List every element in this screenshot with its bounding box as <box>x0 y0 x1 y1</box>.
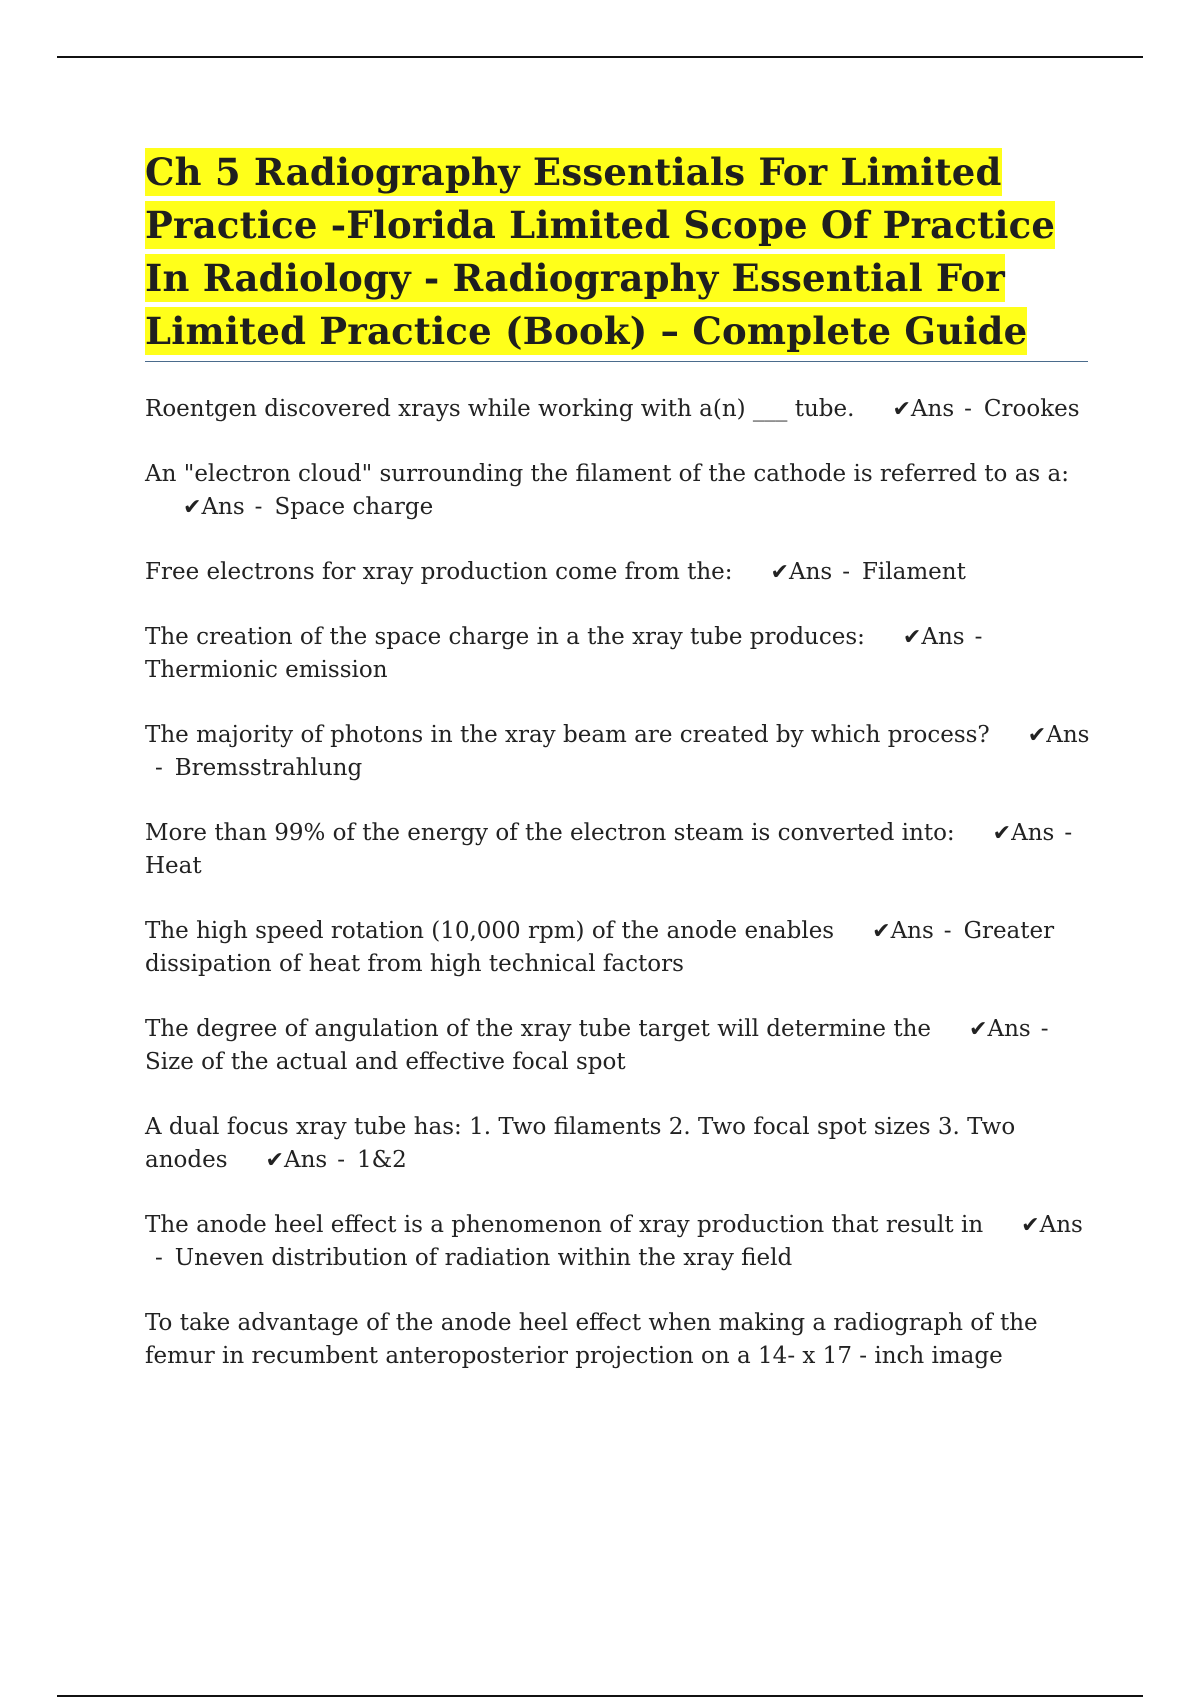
checkmark-icon: ✔ <box>969 1017 988 1042</box>
answer-label: Ans <box>890 918 934 944</box>
answer-label: Ans <box>987 1016 1031 1042</box>
question-text: The high speed rotation (10,000 rpm) of the anode enables <box>145 918 835 944</box>
qa-item <box>145 458 1090 524</box>
answer-text: Filament <box>861 559 966 585</box>
answer-text: Uneven distribution of radiation within the xray field <box>174 1245 793 1271</box>
answer-text: Greater dissipation of heat from high technical factors <box>145 918 1055 977</box>
answer-text: 1&2 <box>356 1147 407 1173</box>
question-text: Roentgen discovered xrays while working with a(n) ___ tube. <box>145 396 855 422</box>
answer-separator: - <box>1040 1016 1049 1042</box>
answer-text: Crookes <box>983 396 1080 422</box>
qa-item <box>145 719 1090 785</box>
answer-separator: - <box>943 918 952 944</box>
answer-separator: - <box>155 755 163 781</box>
answer-text: Size of the actual and effective focal spot <box>145 1049 626 1075</box>
checkmark-icon: ✔ <box>1021 1213 1040 1238</box>
checkmark-icon: ✔ <box>992 821 1012 846</box>
answer-label: Ans <box>1011 820 1055 846</box>
qa-item <box>145 817 1090 883</box>
question-text: An "electron cloud" surrounding the filament of the cathode is referred to as a: <box>145 461 1069 487</box>
answer-label: Ans <box>788 559 833 585</box>
answer-label: Ans <box>921 624 965 650</box>
page-top-rule <box>57 56 1143 58</box>
checkmark-icon: ✔ <box>265 1148 284 1173</box>
question-text: More than 99% of the energy of the electron steam is converted into: <box>145 820 955 846</box>
qa-item <box>145 1209 1090 1275</box>
question-text: Free electrons for xray production come from the: <box>145 559 733 585</box>
question-text: A dual focus xray tube has: 1. Two filaments 2. Two focal spot sizes 3. Two anodes <box>145 1114 1016 1173</box>
document-title-text: Ch 5 Radiography Essentials For Limited Practice -Florida Limited Scope Of Practice In Radiology - Radiography Essential For Limited Practice (Book) – Complete Guide <box>145 150 1056 353</box>
qa-item <box>145 621 1090 687</box>
answer-text: Space charge <box>274 494 434 520</box>
document-title-block <box>145 146 1090 358</box>
checkmark-icon: ✔ <box>770 560 789 585</box>
answer-text: Heat <box>145 853 202 879</box>
qa-item <box>145 556 1090 589</box>
question-text: The degree of angulation of the xray tube target will determine the <box>145 1016 932 1042</box>
qa-list <box>145 393 1090 1405</box>
question-text: The majority of photons in the xray beam are created by which process? <box>145 722 990 748</box>
checkmark-icon: ✔ <box>892 397 911 422</box>
answer-text: Bremsstrahlung <box>174 755 363 781</box>
answer-label: Ans <box>201 494 245 520</box>
document-title <box>145 146 1090 358</box>
qa-item <box>145 1111 1090 1177</box>
title-underline-rule <box>145 361 1088 362</box>
answer-separator: - <box>1064 820 1073 846</box>
qa-item <box>145 915 1090 981</box>
qa-item <box>145 1013 1090 1079</box>
answer-label: Ans <box>910 396 955 422</box>
answer-separator: - <box>155 1245 163 1271</box>
answer-separator: - <box>254 494 263 520</box>
answer-separator: - <box>964 396 972 422</box>
answer-text: Thermionic emission <box>145 657 388 683</box>
answer-separator: - <box>337 1147 345 1173</box>
question-text: The anode heel effect is a phenomenon of xray production that result in <box>145 1212 984 1238</box>
page-bottom-rule <box>57 1695 1143 1697</box>
question-text: The creation of the space charge in a the xray tube produces: <box>145 624 865 650</box>
qa-item <box>145 393 1090 426</box>
answer-label: Ans <box>1046 722 1090 748</box>
answer-label: Ans <box>1039 1212 1083 1238</box>
checkmark-icon: ✔ <box>183 495 202 520</box>
checkmark-icon: ✔ <box>902 625 922 650</box>
answer-separator: - <box>974 624 983 650</box>
checkmark-icon: ✔ <box>872 919 891 944</box>
question-text: To take advantage of the anode heel effect when making a radiograph of the femur in recumbent anteroposterior projection on a 14- x 17 - inch image <box>145 1310 1038 1369</box>
answer-label: Ans <box>283 1147 328 1173</box>
qa-item <box>145 1307 1090 1373</box>
answer-separator: - <box>842 559 850 585</box>
checkmark-icon: ✔ <box>1027 723 1047 748</box>
